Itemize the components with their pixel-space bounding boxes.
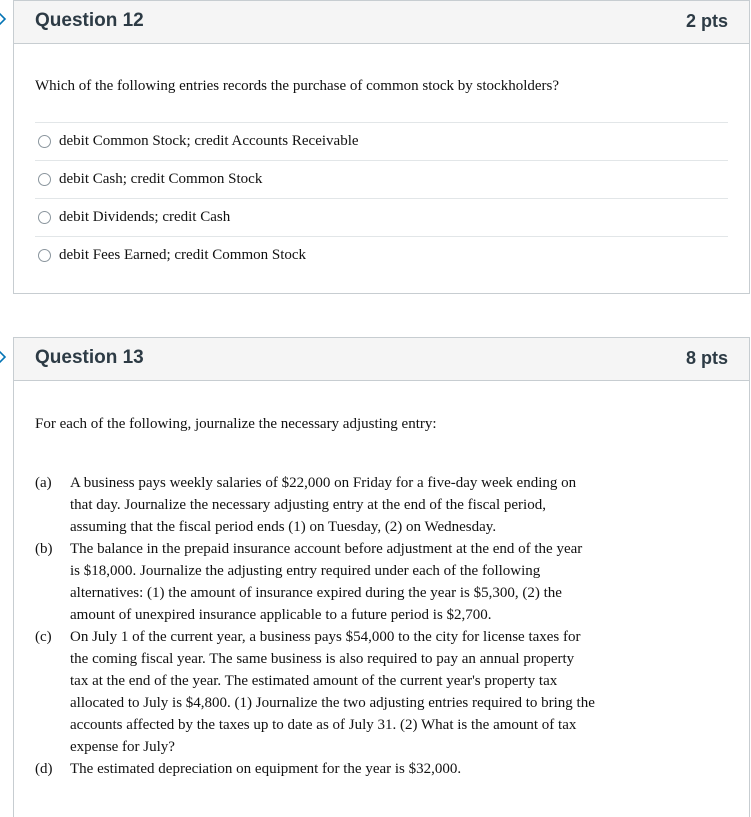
answer-label[interactable]: debit Fees Earned; credit Common Stock xyxy=(59,247,307,263)
question-13-prompt: For each of the following, journalize the necessary adjusting entry: xyxy=(35,416,437,432)
question-12-card xyxy=(13,0,750,294)
item-tag: (c) xyxy=(35,629,52,645)
question-13-title: Question 13 xyxy=(35,347,144,368)
question-12-prompt: Which of the following entries records the purchase of common stock by stockholders? xyxy=(35,78,560,94)
question-13-header xyxy=(14,338,749,381)
item-tag: (a) xyxy=(35,475,52,491)
item-tag: (b) xyxy=(35,541,53,557)
question-13-points: 8 pts xyxy=(685,348,728,368)
list-item xyxy=(35,472,595,538)
radio-button[interactable] xyxy=(38,135,51,148)
answer-label[interactable]: debit Common Stock; credit Accounts Receivable xyxy=(59,133,359,149)
answer-label[interactable]: debit Dividends; credit Cash xyxy=(59,209,231,225)
answer-option[interactable] xyxy=(35,198,728,236)
question-12-title: Question 12 xyxy=(35,10,144,31)
answer-option[interactable] xyxy=(35,236,728,274)
item-tag: (d) xyxy=(35,761,53,777)
answer-option[interactable] xyxy=(35,160,728,198)
chevron-right-icon xyxy=(0,12,7,26)
question-12-header xyxy=(14,1,749,44)
list-item xyxy=(35,758,595,780)
answer-option[interactable] xyxy=(35,122,728,160)
list-item xyxy=(35,626,595,758)
item-text: The estimated depreciation on equipment for the year is $32,000. xyxy=(70,761,462,777)
item-text: The balance in the prepaid insurance account before adjustment at the end of the year is $18,000. Journalize the adjusting entry required under each of the following alternatives: (1) the amount of insurance expired during the year is $5,300, (2) the amount of unexpired insurance applicable to a future period is $2,700. xyxy=(70,541,583,623)
radio-button[interactable] xyxy=(38,173,51,186)
question-12-points: 2 pts xyxy=(685,11,728,31)
item-text: On July 1 of the current year, a business pays $54,000 to the city for license taxes for the coming fiscal year. The same business is also required to pay an annual property tax at the end of the year. The estimated amount of the current year's property tax allocated to July is $4,800. (1) Journalize the two adjusting entries required to bring the accounts affected by the taxes up to date as of July 31. (2) What is the amount of tax expense for July? xyxy=(70,629,595,755)
radio-button[interactable] xyxy=(38,211,51,224)
chevron-right-icon xyxy=(0,350,7,364)
answer-label[interactable]: debit Cash; credit Common Stock xyxy=(59,171,263,187)
question-13-card xyxy=(13,337,750,817)
item-text: A business pays weekly salaries of $22,000 on Friday for a five-day week ending on that day. Journalize the necessary adjusting entry at the end of the fiscal period, assuming that the fiscal period ends (1) on Tuesday, (2) on Wednesday. xyxy=(70,475,577,535)
list-item xyxy=(35,538,595,626)
radio-button[interactable] xyxy=(38,249,51,262)
